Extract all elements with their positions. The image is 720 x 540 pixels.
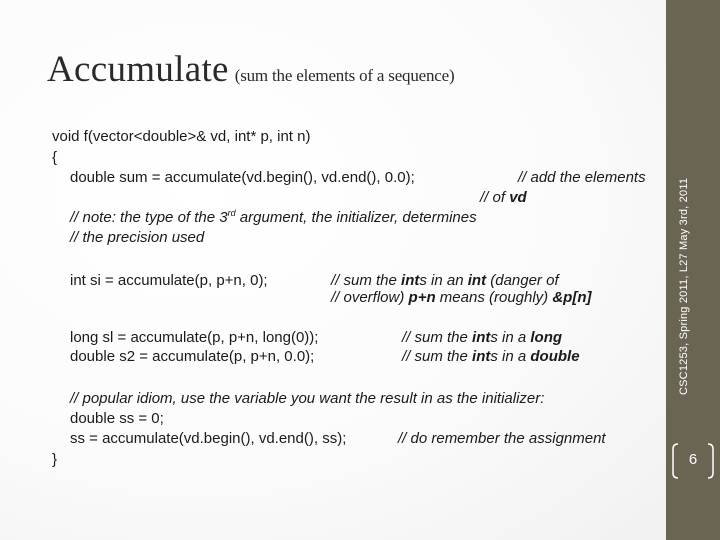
code-sum-comment-2: // of vd	[480, 189, 527, 206]
code-si-comment-2	[331, 288, 592, 308]
note-1-superscript: rd	[227, 208, 236, 218]
si-comment-1-a: // sum the	[331, 272, 402, 289]
title-subtitle: (sum the elements of a sequence)	[234, 66, 455, 85]
slide-title	[47, 48, 454, 91]
code-open-brace: {	[52, 149, 58, 166]
code-s2-comment	[402, 347, 580, 367]
note-1-part-a: // note: the type of the 3	[70, 209, 228, 226]
si-comment-2-bold-ref: &p[n]	[552, 289, 592, 306]
code-sl-statement: long sl = accumulate(p, p+n, long(0));	[70, 329, 319, 346]
title-main: Accumulate	[47, 49, 229, 90]
code-note-line-1	[70, 208, 477, 228]
s2-comment-bold-double: double	[530, 348, 580, 365]
sl-comment-a: // sum the	[402, 329, 473, 346]
side-footer-text: CSC1253, Spring 2011, L27 May 3rd, 2011	[678, 177, 690, 395]
s2-comment-a: // sum the	[402, 348, 473, 365]
si-comment-1-bold-int: int	[401, 272, 420, 289]
s2-comment-bold-int: int	[472, 348, 491, 365]
code-idiom-comment: // popular idiom, use the variable you want the result in as the initializer:	[70, 390, 545, 407]
code-sl-comment	[402, 328, 562, 348]
code-sum-comment-1: // add the elements	[518, 169, 646, 186]
si-comment-2-b: means (roughly)	[435, 289, 553, 306]
sl-comment-bold-long: long	[530, 329, 563, 346]
code-s2-statement: double s2 = accumulate(p, p+n, 0.0);	[70, 348, 315, 365]
code-ss-statement: ss = accumulate(vd.begin(), vd.end(), ss);	[70, 430, 347, 447]
page-number-badge	[670, 440, 716, 482]
si-comment-1-bold-int-2: int	[467, 272, 487, 289]
page-number: 6	[688, 451, 698, 468]
code-si-statement: int si = accumulate(p, p+n, 0);	[70, 272, 268, 289]
si-comment-2-bold-pn: p+n	[408, 289, 436, 306]
code-signature: void f(vector<double>& vd, int* p, int n)	[52, 128, 311, 145]
si-comment-1-c: (danger of	[486, 272, 559, 289]
si-comment-1-b: s in an	[419, 272, 468, 289]
code-close-brace: }	[52, 451, 58, 468]
note-1-part-b: argument, the initializer, determines	[235, 209, 477, 226]
code-ss-comment: // do remember the assignment	[398, 430, 606, 447]
code-ss-declaration: double ss = 0;	[70, 410, 164, 427]
code-note-line-2: // the precision used	[70, 229, 205, 246]
sl-comment-b: s in a	[490, 329, 531, 346]
si-comment-2-a: // overflow)	[331, 289, 409, 306]
sl-comment-bold-int: int	[472, 329, 491, 346]
s2-comment-b: s in a	[490, 348, 531, 365]
code-sum-statement: double sum = accumulate(vd.begin(), vd.end(), 0.0);	[70, 169, 415, 186]
